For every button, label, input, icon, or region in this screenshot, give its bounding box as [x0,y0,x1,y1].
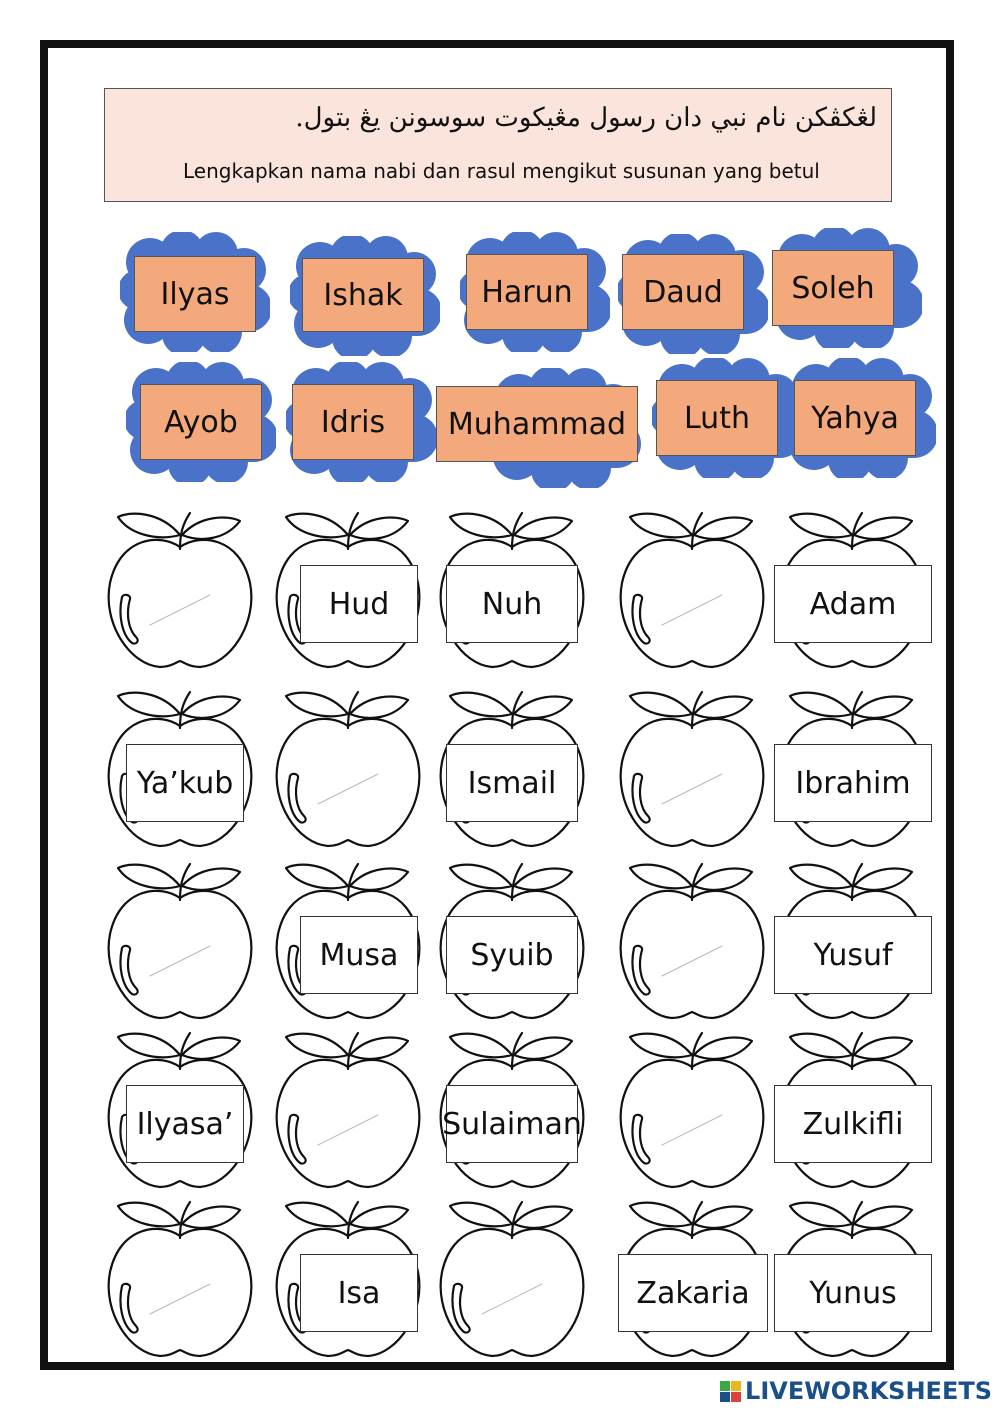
word-tile-ishak[interactable]: Ishak [302,258,424,332]
word-tile-luth[interactable]: Luth [656,380,778,456]
filled-name-box: Zakaria [618,1254,768,1332]
drop-slot[interactable] [618,744,768,822]
filled-name-box: Ya’kub [126,744,244,822]
word-tile-ilyas[interactable]: Ilyas [134,256,256,332]
drop-slot[interactable] [618,916,768,994]
filled-name-box: Musa [300,916,418,994]
word-tile-daud[interactable]: Daud [622,254,744,330]
word-tile-yahya[interactable]: Yahya [794,380,916,456]
liveworksheets-brand [720,1377,992,1405]
brand-name: LIVEWORKSHEETS [745,1377,992,1405]
word-tile-muhammad[interactable]: Muhammad [436,386,638,462]
filled-name-box: Hud [300,565,418,643]
drop-slot[interactable] [126,916,244,994]
filled-name-box: Yunus [774,1254,932,1332]
instruction-jawi: لڠكڤكن نام نبي دان رسول مڠيكوت سوسونن يڠ بتول. [295,103,877,133]
liveworksheets-logo-icon [720,1381,741,1402]
instruction-box [104,88,892,202]
word-tile-harun[interactable]: Harun [466,254,588,330]
word-tile-idris[interactable]: Idris [292,384,414,460]
word-tile-ayob[interactable]: Ayob [140,384,262,460]
instruction-malay: Lengkapkan nama nabi dan rasul mengikut susunan yang betul [183,159,820,183]
filled-name-box: Sulaiman [446,1085,578,1163]
filled-name-box: Ismail [446,744,578,822]
filled-name-box: Ilyasa’ [126,1085,244,1163]
drop-slot[interactable] [126,565,244,643]
drop-slot[interactable] [300,1085,418,1163]
drop-slot[interactable] [446,1254,578,1332]
filled-name-box: Zulkifli [774,1085,932,1163]
drop-slot[interactable] [300,744,418,822]
drop-slot[interactable] [618,565,768,643]
filled-name-box: Nuh [446,565,578,643]
filled-name-box: Ibrahim [774,744,932,822]
filled-name-box: Adam [774,565,932,643]
filled-name-box: Isa [300,1254,418,1332]
filled-name-box: Yusuf [774,916,932,994]
word-tile-soleh[interactable]: Soleh [772,250,894,326]
drop-slot[interactable] [618,1085,768,1163]
filled-name-box: Syuib [446,916,578,994]
drop-slot[interactable] [126,1254,244,1332]
